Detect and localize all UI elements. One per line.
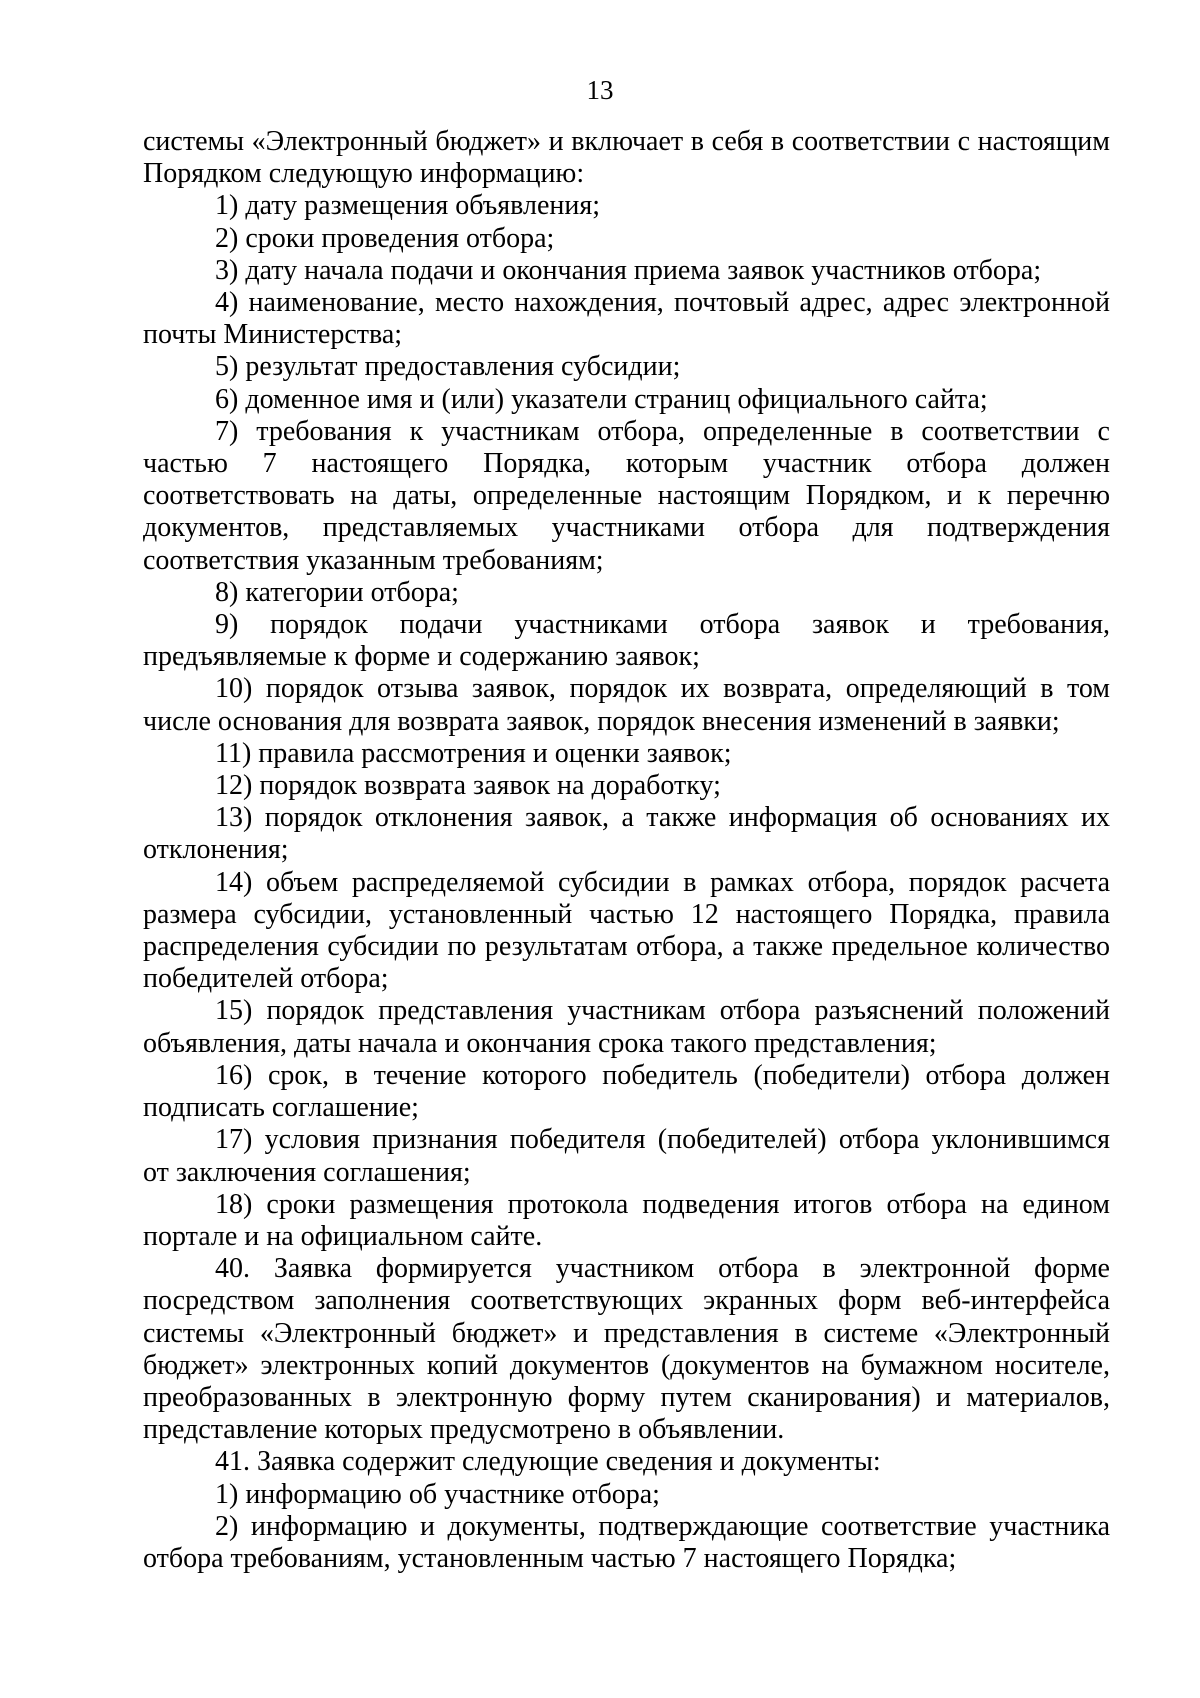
section-41-item-1: 1) информацию об участнике отбора; (215, 1478, 660, 1510)
list-item-17: 17) условия признания победителя (победителей) отбора уклонившимся от заключения соглашения; (143, 1124, 1110, 1188)
list-item-16: 16) срок, в течение которого победитель (победители) отбора должен подписать соглашение; (143, 1059, 1110, 1124)
list-item-12: 12) порядок возврата заявок на доработку; (215, 770, 721, 802)
list-item-2: 2) сроки проведения отбора; (215, 222, 555, 254)
section-41: 41. Заявка содержит следующие сведения и документы: (215, 1446, 881, 1478)
list-item-1: 1) дату размещения объявления; (215, 190, 600, 222)
list-item-3: 3) дату начала подачи и окончания приема заявок участников отбора; (215, 254, 1042, 286)
list-item-5: 5) результат предоставления субсидии; (215, 351, 681, 383)
list-item-15: 15) порядок представления участникам отбора разъяснений положений объявления, даты начала и окончания срока такого представления; (143, 995, 1110, 1059)
list-item-18: 18) сроки размещения протокола подведения итогов отбора на едином портале и на официальном сайте. (143, 1188, 1110, 1252)
list-item-7: 7) требования к участникам отбора, определенные в соответствии с частью 7 настоящего Порядка, которым участник отбора должен соответствовать на даты, определенные настоящим Порядком, и к перечню документов, представляемых участниками отбора для подтверждения соответствия указанным требованиям; (143, 415, 1110, 576)
document-body (143, 126, 1110, 1575)
section-40: 40. Заявка формируется участником отбора в электронной форме посредством заполнения соответствующих экранных форм веб-интерфейса системы «Электронный бюджет» и представления в системе «Электронный бюджет» электронных копий документов (документов на бумажном носителе, преобразованных в электронную форму путем сканирования) и материалов, представление которых предусмотрено в объявлении. (143, 1253, 1110, 1446)
list-item-4: 4) наименование, место нахождения, почтовый адрес, адрес электронной почты Министерства; (143, 287, 1110, 351)
list-item-11: 11) правила рассмотрения и оценки заявок; (215, 737, 732, 769)
list-item-9: 9) порядок подачи участниками отбора заявок и требования, предъявляемые к форме и содержанию заявок; (143, 609, 1110, 673)
section-41-item-2: 2) информацию и документы, подтверждающие соответствие участника отбора требованиям, установленным частью 7 настоящего Порядка; (143, 1510, 1110, 1574)
paragraph-continuation: системы «Электронный бюджет» и включает в себя в соответствии с настоящим Порядком следующую информацию: (143, 126, 1110, 190)
page-number: 13 (586, 75, 614, 105)
list-item-13: 13) порядок отклонения заявок, а также информация об основаниях их отклонения; (143, 802, 1110, 866)
list-item-10: 10) порядок отзыва заявок, порядок их возврата, определяющий в том числе основания для возврата заявок, порядок внесения изменений в заявки; (143, 673, 1110, 737)
list-item-14: 14) объем распределяемой субсидии в рамках отбора, порядок расчета размера субсидии, установленный частью 12 настоящего Порядка, правила распределения субсидии по результатам отбора, а также предельное количество победителей отбора; (143, 866, 1110, 995)
list-item-6: 6) доменное имя и (или) указатели страниц официального сайта; (215, 383, 988, 415)
list-item-8: 8) категории отбора; (215, 576, 459, 608)
